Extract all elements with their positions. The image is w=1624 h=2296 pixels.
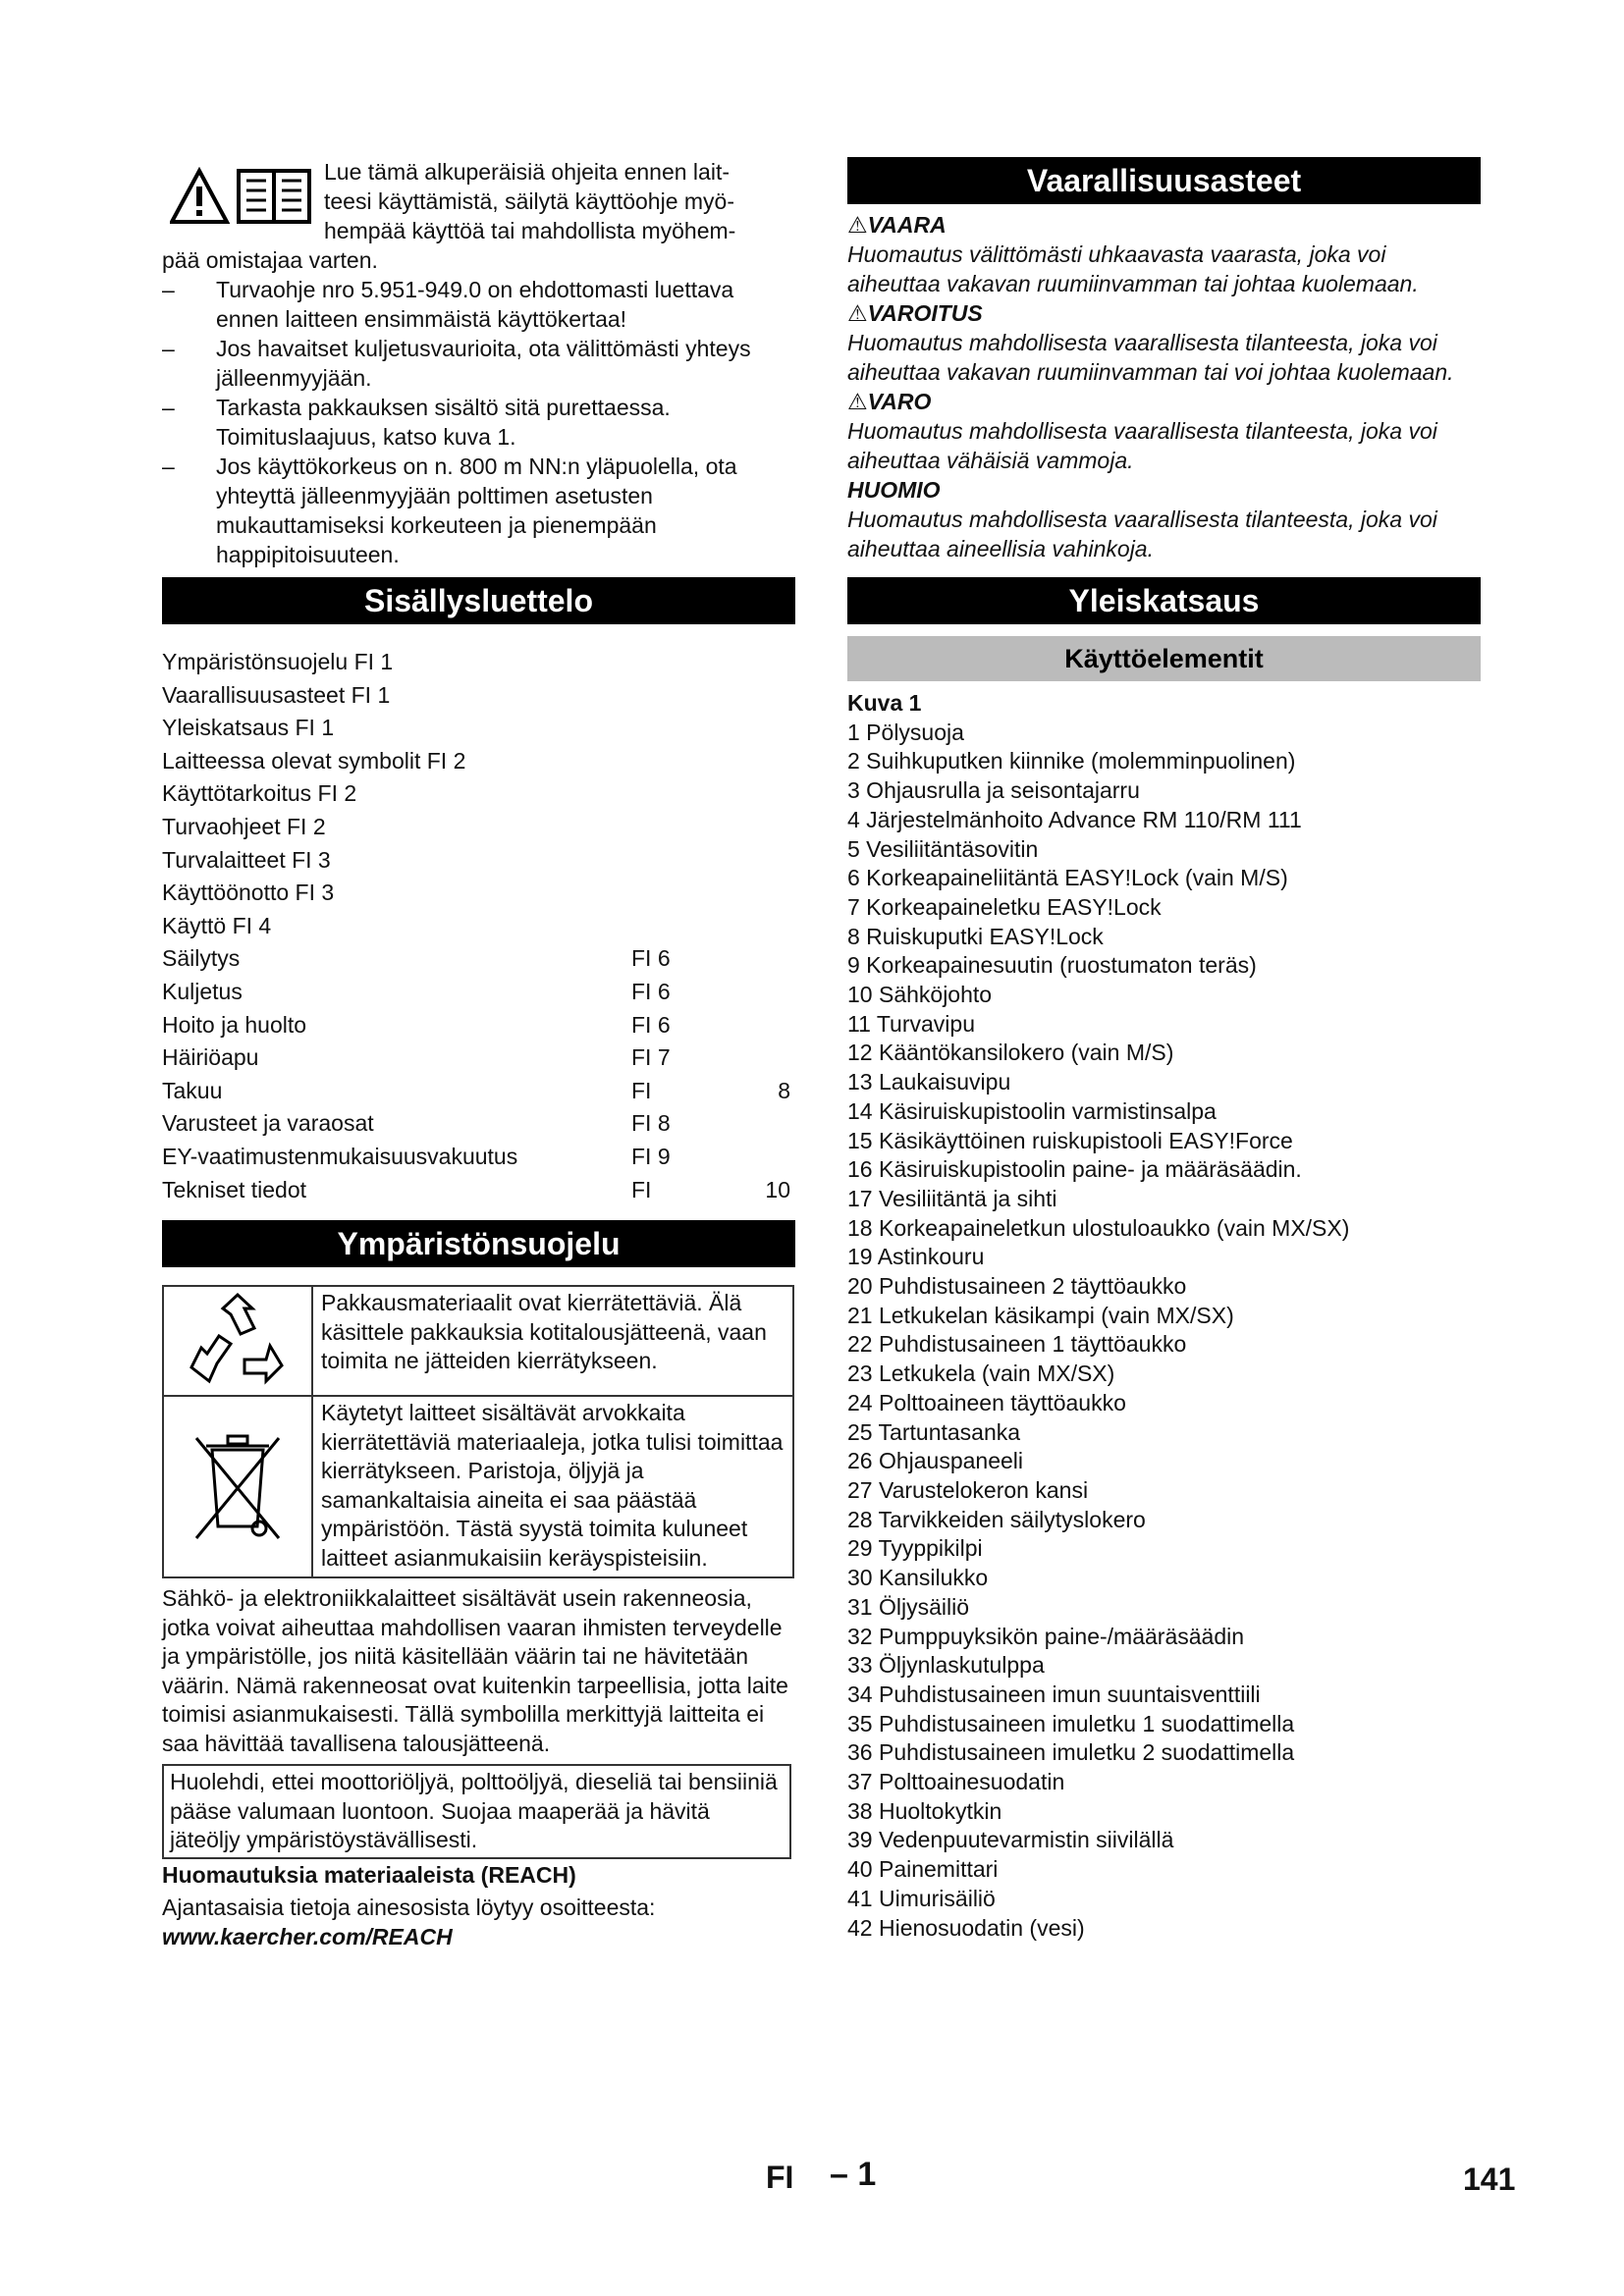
list-item: 5 Vesiliitäntäsovitin (847, 835, 1039, 862)
list-item: 33 Öljynlaskutulppa (847, 1652, 1045, 1679)
right-column (847, 157, 1481, 1943)
toc-row[interactable]: Ympäristönsuojelu FI 1 (162, 649, 394, 674)
table-of-contents (162, 646, 795, 1206)
list-item: 28 Tarvikkeiden säilytyslokero (847, 1506, 1146, 1532)
recycle-text: Pakkausmateriaalit ovat kierrätettäviä. Älä käsittele pakkauksia kotitalousjätteenä, vaan toimita ne jätteiden kierrätykseen. (321, 1290, 767, 1374)
list-item: 29 Tyyppikilpi (847, 1535, 983, 1562)
footer-language: FI (766, 2160, 794, 2195)
toc-row[interactable]: Häiriöapu FI 7 (162, 1044, 671, 1071)
hazard-levels (847, 210, 1481, 563)
toc-row[interactable]: Kuljetus FI 6 (162, 978, 671, 1004)
list-item: 38 Huoltokytkin (847, 1797, 1002, 1824)
intro-text (324, 157, 795, 245)
list-item: 27 Varustelokeron kansi (847, 1476, 1089, 1503)
list-item: 11 Turvavipu (847, 1010, 975, 1037)
list-item: 19 Astinkouru (847, 1244, 985, 1270)
list-item: 30 Kansilukko (847, 1565, 989, 1591)
controls-subheading: Käyttöelementit (847, 636, 1481, 681)
recycle-row (164, 1287, 792, 1395)
intro-line: teesi käyttämistä, säilytä käyttöohje myö- (324, 188, 734, 214)
bullet-item: – Turvaohje nro 5.951-949.0 on ehdottomasti luettava ennen laitteen ensimmäistä käyttökertaa! (162, 277, 734, 332)
list-item: 40 Painemittari (847, 1856, 999, 1883)
list-item: 1 Pölysuoja (847, 719, 964, 745)
oil-notice: Huolehdi, ettei moottoriöljyä, polttoöljyä, dieseliä tai bensiiniä pääse valumaan luontoon. Suojaa maaperää ja hävitä jäteöljy ympäristöystävällisesti. (162, 1764, 791, 1859)
list-item: 2 Suihkuputken kiinnike (molemminpuolinen) (847, 748, 1296, 774)
toc-row[interactable]: Tekniset tiedot FI 10 (162, 1176, 790, 1202)
toc-row[interactable]: Takuu FI 8 (162, 1077, 790, 1103)
bin-icon-cell (164, 1397, 313, 1576)
warning-book-icons (170, 167, 312, 226)
intro-bullets (162, 275, 795, 569)
environment-table (162, 1285, 794, 1578)
weee-paragraph: Sähkö- ja elektroniikkalaitteet sisältävät usein rakenneosia, jotka voivat aiheuttaa mahdollisen vaaran ihmisten terveydelle ja ympäristölle, jos niitä käsitellään väärin tai ne hävitetään väärin. Nämä rakenneosat ovat kuitenkin tarpeellisia, jotta laite toimisi asianmukaisesti. Tällä symbolilla merkittyjä laitteita ei saa hävittää tavallisena talousjätteenä. (162, 1585, 788, 1756)
hazard-title-note: HUOMIO (847, 477, 941, 503)
list-item: 18 Korkeapaineletkun ulostuloaukko (vain MX/SX) (847, 1214, 1350, 1241)
reach-link[interactable]: www.kaercher.com/REACH (162, 1923, 453, 1949)
toc-row[interactable]: Yleiskatsaus FI 1 (162, 715, 335, 741)
recycle-icon (184, 1287, 292, 1395)
list-item: 17 Vesiliitäntä ja sihti (847, 1185, 1057, 1211)
hazard-text-danger: Huomautus välittömästi uhkaavasta vaarasta, joka voi aiheuttaa vakavan ruumiinvamman tai johtaa kuolemaan. (847, 241, 1419, 296)
toc-row[interactable]: Turvaohjeet FI 2 (162, 813, 326, 839)
list-item: 37 Polttoainesuodatin (847, 1769, 1065, 1795)
toc-row[interactable]: Laitteessa olevat symbolit FI 2 (162, 747, 466, 774)
list-item: 24 Polttoaineen täyttöaukko (847, 1389, 1126, 1415)
list-item: 7 Korkeapaineletku EASY!Lock (847, 893, 1162, 920)
list-item: 41 Uimurisäiliö (847, 1885, 996, 1911)
bullet-item: – Jos käyttökorkeus on n. 800 m NN:n yläpuolella, ota yhteyttä jälleenmyyjään polttimen asetusten mukauttamiseksi korkeuteen ja pienempään happipitoisuuteen. (162, 454, 737, 567)
footer-page-number: 141 (1463, 2162, 1516, 2197)
list-item: 42 Hienosuodatin (vesi) (847, 1914, 1085, 1941)
list-item: 22 Puhdistusaineen 1 täyttöaukko (847, 1331, 1187, 1358)
intro-icons (170, 167, 312, 226)
environment-heading: Ympäristönsuojelu (162, 1220, 795, 1267)
list-item: 6 Korkeapaineliitäntä EASY!Lock (vain M/S) (847, 865, 1288, 891)
toc-heading: Sisällysluettelo (162, 577, 795, 624)
toc-row[interactable]: Varusteet ja varaosat FI 8 (162, 1110, 671, 1137)
list-item: 16 Käsiruiskupistoolin paine- ja määräsäädin. (847, 1156, 1302, 1183)
list-item: 15 Käsikäyttöinen ruiskupistooli EASY!Force (847, 1127, 1293, 1153)
toc-row[interactable]: Turvalaitteet FI 3 (162, 846, 331, 873)
list-item: 9 Korkeapainesuutin (ruostumaton teräs) (847, 952, 1257, 979)
list-item: 36 Puhdistusaineen imuletku 2 suodattimella (847, 1739, 1295, 1766)
list-item: 23 Letkukela (vain MX/SX) (847, 1361, 1115, 1387)
toc-row[interactable]: Vaarallisuusasteet FI 1 (162, 681, 391, 708)
hazard-title-danger: ⚠VAARA (847, 212, 947, 238)
bullet-item: – Tarkasta pakkauksen sisältö sitä purettaessa. Toimituslaajuus, katso kuva 1. (162, 395, 671, 450)
bin-row (164, 1395, 792, 1576)
hazards-heading: Vaarallisuusasteet (847, 157, 1481, 204)
figure-label: Kuva 1 (847, 690, 922, 716)
list-item: 32 Pumppuyksikön paine-/määräsäädin (847, 1623, 1245, 1649)
list-item: 10 Sähköjohto (847, 982, 993, 1008)
list-item: 13 Laukaisuvipu (847, 1069, 1011, 1095)
toc-row[interactable]: Hoito ja huolto FI 6 (162, 1011, 671, 1038)
footer-section-page: – 1 (830, 2156, 877, 2193)
list-item: 39 Vedenpuutevarmistin siivilällä (847, 1827, 1174, 1853)
intro-tail: pää omistajaa varten. (162, 247, 378, 273)
list-item: 31 Öljysäiliö (847, 1593, 969, 1620)
list-item: 3 Ohjausrulla ja seisontajarru (847, 777, 1140, 804)
hazard-title-caution: ⚠VARO (847, 389, 932, 414)
warning-triangle-icon (172, 171, 227, 222)
recycle-icon-cell (164, 1287, 313, 1395)
bullet-item: – Jos havaitset kuljetusvaurioita, ota välittömästi yhteys jälleenmyyjään. (162, 336, 751, 391)
hazard-text-warning: Huomautus mahdollisesta vaarallisesta tilanteesta, joka voi aiheuttaa vakavan ruumiinvamman tai voi johtaa kuolemaan. (847, 330, 1454, 385)
toc-row[interactable]: Käyttötarkoitus FI 2 (162, 780, 357, 807)
toc-row[interactable]: Säilytys FI 6 (162, 945, 671, 972)
left-column (162, 157, 795, 1951)
reach-heading: Huomautuksia materiaaleista (REACH) (162, 1861, 576, 1888)
intro-line: hempää käyttöä tai mahdollista myöhem- (324, 218, 736, 243)
toc-row[interactable]: EY-vaatimustenmukaisuusvakuutus FI 9 (162, 1143, 671, 1169)
bin-text: Käytetyt laitteet sisältävät arvokkaita kierrätettäviä materiaaleja, jotka tulisi toimittaa kierrätykseen. Paristoja, öljyjä ja samankaltaisia aineita ei saa päästää ympäristöön. Tästä syystä toimita kuluneet laitteet asianmukaisiin keräyspisteisiin. (321, 1400, 784, 1571)
list-item: 8 Ruiskuputki EASY!Lock (847, 923, 1104, 949)
list-item: 21 Letkukelan käsikampi (vain MX/SX) (847, 1302, 1234, 1328)
intro-line: Lue tämä alkuperäisiä ohjeita ennen lait- (324, 159, 730, 185)
manual-book-icon (239, 171, 309, 222)
hazard-text-note: Huomautus mahdollisesta vaarallisesta tilanteesta, joka voi aiheuttaa aineellisia vahinkoja. (847, 507, 1437, 561)
list-item: 26 Ohjauspaneeli (847, 1448, 1024, 1474)
list-item: 34 Puhdistusaineen imun suuntaisventtiili (847, 1681, 1261, 1707)
reach-text: Ajantasaisia tietoja ainesosista löytyy osoitteesta: (162, 1895, 656, 1921)
overview-items (847, 689, 1481, 1943)
hazard-title-warning: ⚠VAROITUS (847, 300, 983, 326)
crossed-bin-icon (189, 1428, 287, 1546)
overview-heading: Yleiskatsaus (847, 577, 1481, 624)
list-item: 4 Järjestelmänhoito Advance RM 110/RM 111 (847, 806, 1302, 832)
list-item: 35 Puhdistusaineen imuletku 1 suodattimella (847, 1710, 1295, 1736)
toc-row[interactable]: Käyttöönotto FI 3 (162, 880, 335, 906)
toc-row[interactable]: Käyttö FI 4 (162, 912, 272, 938)
list-item: 14 Käsiruiskupistoolin varmistinsalpa (847, 1097, 1217, 1124)
hazard-text-caution: Huomautus mahdollisesta vaarallisesta tilanteesta, joka voi aiheuttaa vähäisiä vammoja. (847, 418, 1437, 473)
list-item: 25 Tartuntasanka (847, 1418, 1021, 1445)
list-item: 12 Kääntökansilokero (vain M/S) (847, 1040, 1174, 1066)
list-item: 20 Puhdistusaineen 2 täyttöaukko (847, 1273, 1187, 1300)
